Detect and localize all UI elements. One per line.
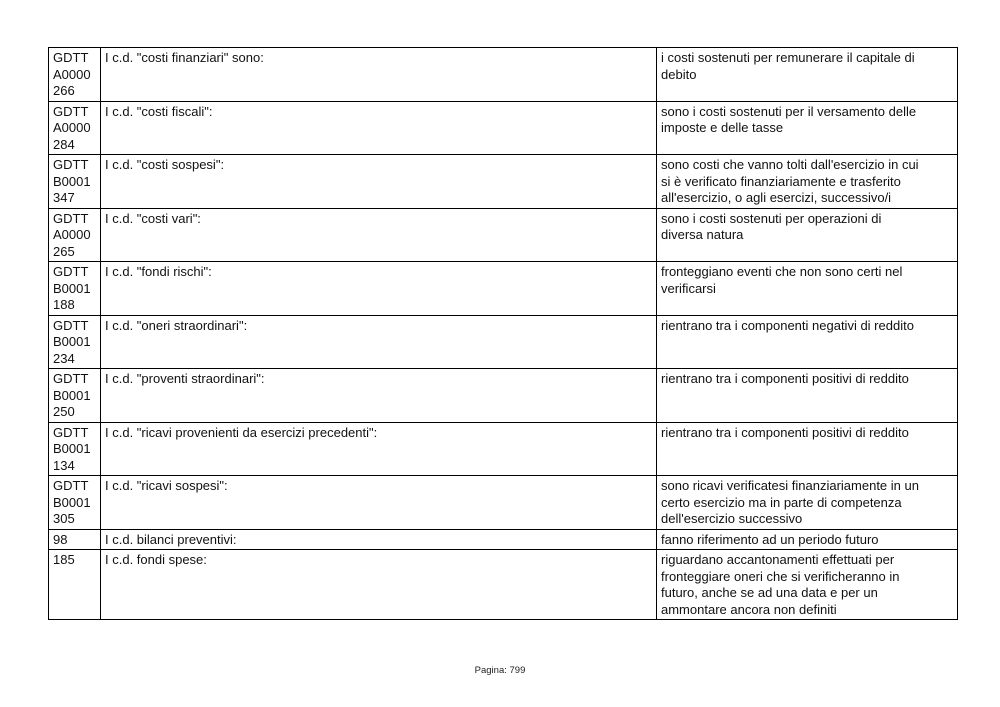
- question-text: I c.d. "costi finanziari" sono:: [101, 48, 657, 102]
- table-row: [49, 48, 958, 102]
- question-text: I c.d. "costi vari":: [101, 208, 657, 262]
- question-code: GDTT A0000 284: [49, 101, 101, 155]
- question-text: I c.d. "ricavi sospesi":: [101, 476, 657, 530]
- question-text: I c.d. "proventi straordinari":: [101, 369, 657, 423]
- question-code: GDTT B0001 234: [49, 315, 101, 369]
- question-text: I c.d. "oneri straordinari":: [101, 315, 657, 369]
- question-text: I c.d. fondi spese:: [101, 550, 657, 620]
- question-code: 185: [49, 550, 101, 620]
- table-row: [49, 101, 958, 155]
- table-row: [49, 369, 958, 423]
- question-code: GDTT A0000 266: [49, 48, 101, 102]
- table-row: [49, 155, 958, 209]
- question-text: I c.d. bilanci preventivi:: [101, 529, 657, 550]
- question-code: GDTT B0001 134: [49, 422, 101, 476]
- table-row: [49, 476, 958, 530]
- question-code: GDTT B0001 250: [49, 369, 101, 423]
- answer-text: riguardano accantonamenti effettuati per fronteggiare oneri che si verificheranno in futuro, anche se ad una data e per un ammontare ancora non definiti: [657, 550, 958, 620]
- answer-text: rientrano tra i componenti positivi di reddito: [657, 369, 958, 423]
- table-row: [49, 262, 958, 316]
- question-code: GDTT B0001 305: [49, 476, 101, 530]
- question-code: GDTT B0001 188: [49, 262, 101, 316]
- table-row: [49, 422, 958, 476]
- answer-text: sono i costi sostenuti per il versamento delle imposte e delle tasse: [657, 101, 958, 155]
- answer-text: i costi sostenuti per remunerare il capitale di debito: [657, 48, 958, 102]
- table-row: [49, 208, 958, 262]
- answer-text: sono i costi sostenuti per operazioni di diversa natura: [657, 208, 958, 262]
- page-number: Pagina: 799: [474, 665, 526, 676]
- question-text: I c.d. "costi fiscali":: [101, 101, 657, 155]
- question-code: GDTT A0000 265: [49, 208, 101, 262]
- question-text: I c.d. "ricavi provenienti da esercizi precedenti":: [101, 422, 657, 476]
- answer-text: rientrano tra i componenti negativi di reddito: [657, 315, 958, 369]
- table-row: [49, 550, 958, 620]
- question-code: GDTT B0001 347: [49, 155, 101, 209]
- question-code: 98: [49, 529, 101, 550]
- answer-text: rientrano tra i componenti positivi di reddito: [657, 422, 958, 476]
- question-text: I c.d. "fondi rischi":: [101, 262, 657, 316]
- table-row: [49, 315, 958, 369]
- table-row: [49, 529, 958, 550]
- answer-text: fronteggiano eventi che non sono certi nel verificarsi: [657, 262, 958, 316]
- answer-text: sono costi che vanno tolti dall'esercizio in cui si è verificato finanziariamente e trasferito all'esercizio, o agli esercizi, successivo/i: [657, 155, 958, 209]
- question-text: I c.d. "costi sospesi":: [101, 155, 657, 209]
- answer-text: sono ricavi verificatesi finanziariamente in un certo esercizio ma in parte di competenza dell'esercizio successivo: [657, 476, 958, 530]
- question-table: [48, 47, 958, 620]
- answer-text: fanno riferimento ad un periodo futuro: [657, 529, 958, 550]
